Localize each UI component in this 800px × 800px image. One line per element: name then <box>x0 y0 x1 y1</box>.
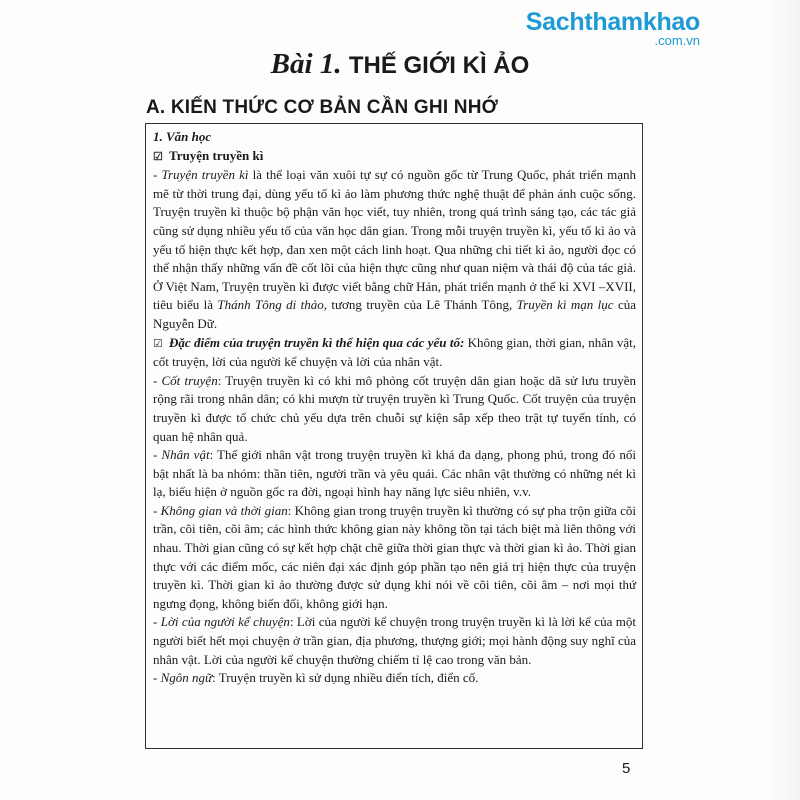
term-language: Ngôn ngữ <box>160 670 213 686</box>
subsection-heading: 1. Văn học <box>153 129 212 144</box>
paragraph-language: - Ngôn ngữ: Truyện truyền kì sử dụng nhiều điển tích, điển cố. <box>153 670 479 686</box>
paragraph-features: ☑ Đặc điểm của truyện truyền kì thể hiện qua các yếu tố: Không gian, thời gian, nhân vật, cốt truyện, lời của người kể chuyện và lời của nhân vật. <box>153 334 636 370</box>
term-space-time: Không gian và thời gian <box>160 502 288 518</box>
paragraph-space-time: - Không gian và thời gian: Không gian trong truyện truyền kì thường có sự pha trộn giữa cõi trần, cõi tiên, cõi âm; các hình thức không gian này không tồn tại tách biệt mà liên thông với nhau. Thời gian cũng có sự kết hợp chặt chẽ giữa thời gian thực và thời gian kì ảo. Thời gian thực với các điểm mốc, các niên đại xác định góp phần tạo nên giá trị hiện thực của truyện truyền kì. Thời gian kì ảo thường được sử dụng khi nói về cõi tiên, cõi âm – nơi mọi thứ ngưng đọng, không biến đổi, không giới hạn. <box>153 502 636 611</box>
checkbox-bullet-icon: ☑ <box>153 337 163 350</box>
term-narrator: Lời của người kể chuyện <box>160 614 290 630</box>
watermark-name: Sachthamkhao <box>525 8 700 36</box>
paragraph-plot: - Cốt truyện: Truyện truyền kì có khi mô phỏng cốt truyện dân gian hoặc dã sử lưu truyền rộng rãi trong nhân dân; có khi mượn từ truyện truyền kì Trung Quốc. Cốt truyện của truyện truyền kì được tổ chức chủ yếu dựa trên chuỗi sự kiện sắp xếp theo trật tự tuyến tính, có quan hệ nhân quả. <box>153 372 636 444</box>
term-truyen-truyen-ki: Truyện truyền kì <box>161 167 249 183</box>
topic-heading <box>153 147 636 167</box>
term-characters: Nhân vật <box>161 447 210 463</box>
paragraph-narrator: - Lời của người kể chuyện: Lời của người kể chuyện trong truyện truyền kì là lời kể của một người biết hết mọi chuyện ở trần gian, địa phương, thượng giới; mọi hành động suy nghĩ của nhân vật. Lời của người kể chuyện thường chiếm tỉ lệ cao trong văn bản. <box>153 614 636 667</box>
knowledge-box <box>145 123 643 749</box>
watermark-domain: .com.vn <box>654 33 700 48</box>
term-plot: Cốt truyện <box>161 372 218 388</box>
work-title-2: Truyền kì mạn lục <box>516 297 614 313</box>
page-edge-shadow <box>768 0 800 800</box>
features-heading: Đặc điểm của truyện truyền kì thể hiện qua các yếu tố: <box>169 334 465 350</box>
checkbox-bullet-icon: ☑ <box>153 150 163 163</box>
paragraph-characters: - Nhân vật: Thế giới nhân vật trong truyện truyền kì khá đa dạng, phong phú, trong đó nổi bật nhất là ba nhóm: thần tiên, người trần và yêu quái. Các nhân vật thường có những nét kì lạ, biểu hiện ở nguồn gốc ra đời, ngoại hình hay năng lực siêu nhiên, v.v. <box>153 447 636 500</box>
work-title-1: Thánh Tông di thảo <box>217 297 324 313</box>
lesson-title <box>0 47 800 83</box>
site-watermark <box>526 8 700 47</box>
lesson-title-text: THẾ GIỚI KÌ ẢO <box>348 52 530 79</box>
page-number: 5 <box>622 760 631 777</box>
section-heading: A. KIẾN THỨC CƠ BẢN CẦN GHI NHỚ <box>146 97 499 118</box>
paragraph-definition: - Truyện truyền kì là thể loại văn xuôi tự sự có nguồn gốc từ Trung Quốc, phát triển mạnh mẽ từ thời trung đại, dùng yếu tố kì ảo làm phương thức nghệ thuật để phản ánh cuộc sống. Truyện truyền kì thuộc bộ phận văn học viết, tuy nhiên, trong quá trình sáng tạo, các tác giả cũng sử dụng nhiều yếu tố của văn học dân gian. Trong mỗi truyện truyền kì, yếu tố kì ảo và yếu tố hiện thực kết hợp, đan xen một cách linh hoạt. Qua những chi tiết kì ảo, người đọc có thể nhận thấy những vấn đề cốt lõi của hiện thực cũng như quan niệm và thái độ của tác giả. Ở Việt Nam, Truyện truyền kì được viết bằng chữ Hán, phát triển mạnh ở thế kỉ XVI –XVII, tiêu biểu là Thánh Tông di thảo, tương truyền của Lê Thánh Tông, Truyền kì mạn lục của Nguyễn Dữ. <box>153 167 636 331</box>
topic-heading-text: Truyện truyền kì <box>169 147 264 163</box>
lesson-prefix: Bài 1. <box>270 48 342 80</box>
